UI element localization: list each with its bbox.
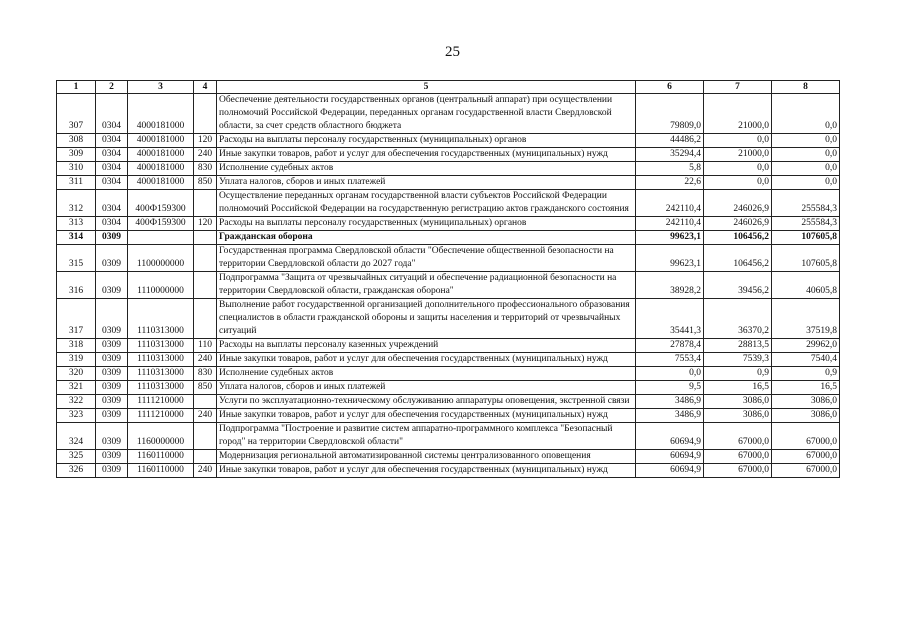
amount-col8-cell: 255584,3 bbox=[772, 217, 840, 231]
row-number-cell: 311 bbox=[57, 176, 96, 190]
amount-col6-cell: 3486,9 bbox=[636, 409, 704, 423]
row-number-cell: 315 bbox=[57, 245, 96, 272]
item-name-cell: Иные закупки товаров, работ и услуг для обеспечения государственных (муниципальных) нужд bbox=[217, 409, 636, 423]
section-code-cell: 0309 bbox=[96, 381, 128, 395]
row-number-cell: 319 bbox=[57, 353, 96, 367]
target-code-cell: 400Ф159300 bbox=[128, 190, 194, 217]
expense-type-cell bbox=[194, 272, 217, 299]
item-name-cell: Гражданская оборона bbox=[217, 231, 636, 245]
item-name-cell: Расходы на выплаты персоналу государственных (муниципальных) органов bbox=[217, 217, 636, 231]
amount-col7-cell: 21000,0 bbox=[704, 94, 772, 134]
amount-col8-cell: 0,0 bbox=[772, 134, 840, 148]
section-code-cell: 0309 bbox=[96, 450, 128, 464]
amount-col6-cell: 27878,4 bbox=[636, 339, 704, 353]
section-code-cell: 0309 bbox=[96, 272, 128, 299]
table-row bbox=[57, 353, 840, 367]
row-number-cell: 323 bbox=[57, 409, 96, 423]
amount-col8-cell: 0,9 bbox=[772, 367, 840, 381]
header-cell: 3 bbox=[128, 81, 194, 94]
expense-type-cell: 830 bbox=[194, 367, 217, 381]
amount-col7-cell: 7539,3 bbox=[704, 353, 772, 367]
amount-col6-cell: 44486,2 bbox=[636, 134, 704, 148]
expense-type-cell: 850 bbox=[194, 176, 217, 190]
section-code-cell: 0309 bbox=[96, 339, 128, 353]
amount-col7-cell: 0,9 bbox=[704, 367, 772, 381]
amount-col8-cell: 107605,8 bbox=[772, 231, 840, 245]
amount-col7-cell: 3086,0 bbox=[704, 409, 772, 423]
item-name-cell: Подпрограмма "Построение и развитие систем аппаратно-программного комплекса "Безопасный город" на территории Свердловской области" bbox=[217, 423, 636, 450]
amount-col6-cell: 5,8 bbox=[636, 162, 704, 176]
header-cell: 5 bbox=[217, 81, 636, 94]
amount-col7-cell: 28813,5 bbox=[704, 339, 772, 353]
header-cell: 4 bbox=[194, 81, 217, 94]
header-cell: 7 bbox=[704, 81, 772, 94]
expense-type-cell: 240 bbox=[194, 464, 217, 478]
amount-col7-cell: 67000,0 bbox=[704, 450, 772, 464]
item-name-cell: Исполнение судебных актов bbox=[217, 162, 636, 176]
table-row bbox=[57, 176, 840, 190]
row-number-cell: 322 bbox=[57, 395, 96, 409]
row-number-cell: 317 bbox=[57, 299, 96, 339]
amount-col6-cell: 22,6 bbox=[636, 176, 704, 190]
amount-col7-cell: 0,0 bbox=[704, 176, 772, 190]
amount-col8-cell: 67000,0 bbox=[772, 464, 840, 478]
target-code-cell: 1160110000 bbox=[128, 450, 194, 464]
item-name-cell: Уплата налогов, сборов и иных платежей bbox=[217, 176, 636, 190]
expense-type-cell bbox=[194, 231, 217, 245]
target-code-cell: 1160110000 bbox=[128, 464, 194, 478]
amount-col8-cell: 3086,0 bbox=[772, 395, 840, 409]
item-name-cell: Осуществление переданных органам государственной власти субъектов Российской Федерации полномочий Российской Федерации на государственную регистрацию актов гражданского состояния bbox=[217, 190, 636, 217]
item-name-cell: Иные закупки товаров, работ и услуг для обеспечения государственных (муниципальных) нужд bbox=[217, 353, 636, 367]
target-code-cell: 1110313000 bbox=[128, 367, 194, 381]
target-code-cell: 1110000000 bbox=[128, 272, 194, 299]
amount-col6-cell: 79809,0 bbox=[636, 94, 704, 134]
target-code-cell bbox=[128, 231, 194, 245]
amount-col8-cell: 0,0 bbox=[772, 94, 840, 134]
page-number: 25 bbox=[445, 44, 460, 60]
header-cell: 2 bbox=[96, 81, 128, 94]
table-row bbox=[57, 245, 840, 272]
section-code-cell: 0309 bbox=[96, 423, 128, 450]
amount-col8-cell: 37519,8 bbox=[772, 299, 840, 339]
table-row bbox=[57, 395, 840, 409]
amount-col8-cell: 40605,8 bbox=[772, 272, 840, 299]
item-name-cell: Расходы на выплаты персоналу казенных учреждений bbox=[217, 339, 636, 353]
row-number-cell: 309 bbox=[57, 148, 96, 162]
table-row bbox=[57, 231, 840, 245]
amount-col6-cell: 99623,1 bbox=[636, 245, 704, 272]
header-cell: 8 bbox=[772, 81, 840, 94]
amount-col7-cell: 0,0 bbox=[704, 134, 772, 148]
item-name-cell: Уплата налогов, сборов и иных платежей bbox=[217, 381, 636, 395]
row-number-cell: 318 bbox=[57, 339, 96, 353]
section-code-cell: 0309 bbox=[96, 245, 128, 272]
row-number-cell: 324 bbox=[57, 423, 96, 450]
amount-col6-cell: 242110,4 bbox=[636, 217, 704, 231]
amount-col7-cell: 3086,0 bbox=[704, 395, 772, 409]
row-number-cell: 321 bbox=[57, 381, 96, 395]
amount-col8-cell: 0,0 bbox=[772, 176, 840, 190]
table-row bbox=[57, 381, 840, 395]
table-row bbox=[57, 299, 840, 339]
amount-col6-cell: 7553,4 bbox=[636, 353, 704, 367]
amount-col7-cell: 106456,2 bbox=[704, 231, 772, 245]
expense-type-cell bbox=[194, 423, 217, 450]
row-number-cell: 316 bbox=[57, 272, 96, 299]
target-code-cell: 4000181000 bbox=[128, 162, 194, 176]
expense-type-cell bbox=[194, 395, 217, 409]
expense-type-cell: 850 bbox=[194, 381, 217, 395]
amount-col7-cell: 39456,2 bbox=[704, 272, 772, 299]
amount-col8-cell: 107605,8 bbox=[772, 245, 840, 272]
item-name-cell: Модернизация региональной автоматизированной системы централизованного оповещения bbox=[217, 450, 636, 464]
table-row bbox=[57, 190, 840, 217]
expense-type-cell bbox=[194, 245, 217, 272]
amount-col8-cell: 3086,0 bbox=[772, 409, 840, 423]
section-code-cell: 0309 bbox=[96, 353, 128, 367]
amount-col6-cell: 242110,4 bbox=[636, 190, 704, 217]
section-code-cell: 0304 bbox=[96, 217, 128, 231]
row-number-cell: 313 bbox=[57, 217, 96, 231]
table-row bbox=[57, 134, 840, 148]
target-code-cell: 4000181000 bbox=[128, 176, 194, 190]
row-number-cell: 320 bbox=[57, 367, 96, 381]
section-code-cell: 0309 bbox=[96, 231, 128, 245]
row-number-cell: 325 bbox=[57, 450, 96, 464]
section-code-cell: 0309 bbox=[96, 299, 128, 339]
section-code-cell: 0304 bbox=[96, 176, 128, 190]
row-number-cell: 312 bbox=[57, 190, 96, 217]
target-code-cell: 1111210000 bbox=[128, 409, 194, 423]
section-code-cell: 0309 bbox=[96, 367, 128, 381]
item-name-cell: Исполнение судебных актов bbox=[217, 367, 636, 381]
amount-col7-cell: 36370,2 bbox=[704, 299, 772, 339]
item-name-cell: Государственная программа Свердловской области "Обеспечение общественной безопасности на территории Свердловской области до 2027 года" bbox=[217, 245, 636, 272]
amount-col8-cell: 7540,4 bbox=[772, 353, 840, 367]
amount-col6-cell: 9,5 bbox=[636, 381, 704, 395]
table-body bbox=[57, 94, 840, 478]
expense-type-cell: 830 bbox=[194, 162, 217, 176]
row-number-cell: 326 bbox=[57, 464, 96, 478]
expense-type-cell: 240 bbox=[194, 409, 217, 423]
row-number-cell: 310 bbox=[57, 162, 96, 176]
expense-type-cell: 120 bbox=[194, 134, 217, 148]
section-code-cell: 0304 bbox=[96, 190, 128, 217]
expense-type-cell bbox=[194, 190, 217, 217]
amount-col7-cell: 21000,0 bbox=[704, 148, 772, 162]
expense-type-cell bbox=[194, 94, 217, 134]
amount-col6-cell: 38928,2 bbox=[636, 272, 704, 299]
item-name-cell: Расходы на выплаты персоналу государственных (муниципальных) органов bbox=[217, 134, 636, 148]
amount-col7-cell: 67000,0 bbox=[704, 464, 772, 478]
section-code-cell: 0304 bbox=[96, 162, 128, 176]
target-code-cell: 1110313000 bbox=[128, 339, 194, 353]
amount-col6-cell: 3486,9 bbox=[636, 395, 704, 409]
amount-col8-cell: 255584,3 bbox=[772, 190, 840, 217]
amount-col8-cell: 67000,0 bbox=[772, 450, 840, 464]
amount-col7-cell: 67000,0 bbox=[704, 423, 772, 450]
row-number-cell: 314 bbox=[57, 231, 96, 245]
section-code-cell: 0304 bbox=[96, 134, 128, 148]
amount-col7-cell: 246026,9 bbox=[704, 217, 772, 231]
amount-col6-cell: 99623,1 bbox=[636, 231, 704, 245]
amount-col7-cell: 16,5 bbox=[704, 381, 772, 395]
item-name-cell: Выполнение работ государственной организацией дополнительного профессионального образования специалистов в области гражданской обороны и защиты населения и территорий от чрезвычайных ситуаций bbox=[217, 299, 636, 339]
section-code-cell: 0309 bbox=[96, 464, 128, 478]
target-code-cell: 1111210000 bbox=[128, 395, 194, 409]
table-row bbox=[57, 339, 840, 353]
amount-col7-cell: 246026,9 bbox=[704, 190, 772, 217]
table-row bbox=[57, 367, 840, 381]
amount-col6-cell: 60694,9 bbox=[636, 423, 704, 450]
item-name-cell: Иные закупки товаров, работ и услуг для обеспечения государственных (муниципальных) нужд bbox=[217, 148, 636, 162]
amount-col6-cell: 60694,9 bbox=[636, 450, 704, 464]
table-row bbox=[57, 450, 840, 464]
header-cell: 6 bbox=[636, 81, 704, 94]
amount-col8-cell: 0,0 bbox=[772, 148, 840, 162]
amount-col6-cell: 0,0 bbox=[636, 367, 704, 381]
section-code-cell: 0304 bbox=[96, 148, 128, 162]
target-code-cell: 1110313000 bbox=[128, 381, 194, 395]
amount-col7-cell: 106456,2 bbox=[704, 245, 772, 272]
target-code-cell: 4000181000 bbox=[128, 134, 194, 148]
target-code-cell: 1160000000 bbox=[128, 423, 194, 450]
table-row bbox=[57, 464, 840, 478]
item-name-cell: Иные закупки товаров, работ и услуг для обеспечения государственных (муниципальных) нужд bbox=[217, 464, 636, 478]
table-row bbox=[57, 272, 840, 299]
amount-col6-cell: 35441,3 bbox=[636, 299, 704, 339]
amount-col8-cell: 29962,0 bbox=[772, 339, 840, 353]
table-header-row bbox=[57, 81, 840, 94]
amount-col8-cell: 67000,0 bbox=[772, 423, 840, 450]
row-number-cell: 307 bbox=[57, 94, 96, 134]
target-code-cell: 1110313000 bbox=[128, 353, 194, 367]
target-code-cell: 4000181000 bbox=[128, 94, 194, 134]
target-code-cell: 1100000000 bbox=[128, 245, 194, 272]
amount-col7-cell: 0,0 bbox=[704, 162, 772, 176]
section-code-cell: 0304 bbox=[96, 94, 128, 134]
amount-col8-cell: 0,0 bbox=[772, 162, 840, 176]
expense-type-cell bbox=[194, 299, 217, 339]
target-code-cell: 4000181000 bbox=[128, 148, 194, 162]
amount-col6-cell: 60694,9 bbox=[636, 464, 704, 478]
section-code-cell: 0309 bbox=[96, 395, 128, 409]
amount-col8-cell: 16,5 bbox=[772, 381, 840, 395]
item-name-cell: Услуги по эксплуатационно-техническому обслуживанию аппаратуры оповещения, экстренной связи bbox=[217, 395, 636, 409]
expense-type-cell: 240 bbox=[194, 353, 217, 367]
row-number-cell: 308 bbox=[57, 134, 96, 148]
table-row bbox=[57, 423, 840, 450]
item-name-cell: Обеспечение деятельности государственных органов (центральный аппарат) при осуществлении полномочий Российской Федерации, переданных органам государственной власти Свердловской области, за счет средств областного бюджета bbox=[217, 94, 636, 134]
item-name-cell: Подпрограмма "Защита от чрезвычайных ситуаций и обеспечение радиационной безопасности на территории Свердловской области, гражданская оборона" bbox=[217, 272, 636, 299]
expense-type-cell: 110 bbox=[194, 339, 217, 353]
budget-table bbox=[56, 80, 840, 478]
amount-col6-cell: 35294,4 bbox=[636, 148, 704, 162]
expense-type-cell bbox=[194, 450, 217, 464]
table-row bbox=[57, 94, 840, 134]
table-row bbox=[57, 217, 840, 231]
expense-type-cell: 120 bbox=[194, 217, 217, 231]
table-row bbox=[57, 148, 840, 162]
target-code-cell: 400Ф159300 bbox=[128, 217, 194, 231]
section-code-cell: 0309 bbox=[96, 409, 128, 423]
table-row bbox=[57, 409, 840, 423]
table-row bbox=[57, 162, 840, 176]
target-code-cell: 1110313000 bbox=[128, 299, 194, 339]
expense-type-cell: 240 bbox=[194, 148, 217, 162]
header-cell: 1 bbox=[57, 81, 96, 94]
